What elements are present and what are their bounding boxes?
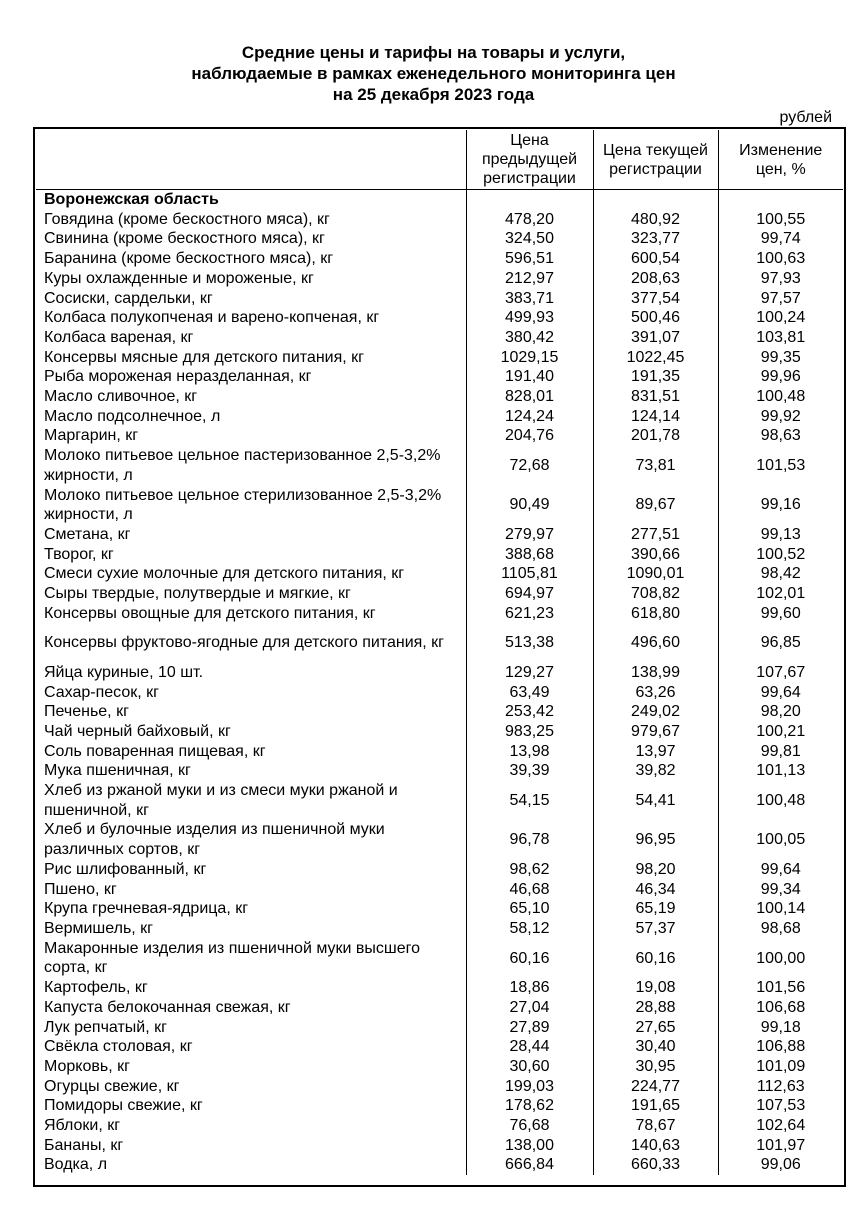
product-name: Консервы овощные для детского питания, кг xyxy=(44,604,376,622)
table-row xyxy=(36,525,843,545)
previous-price: 383,71 xyxy=(466,289,593,309)
price-change: 99,60 xyxy=(718,604,843,624)
price-change: 100,14 xyxy=(718,899,843,919)
table-row xyxy=(36,1077,843,1097)
price-table xyxy=(36,130,843,1175)
product-name: Смеси сухие молочные для детского питания, кг xyxy=(44,565,405,583)
table-row xyxy=(36,1018,843,1038)
previous-price: 60,16 xyxy=(466,939,593,978)
table-row xyxy=(36,781,843,820)
previous-price: 18,86 xyxy=(466,978,593,998)
table-row xyxy=(36,564,843,584)
product-name: Колбаса вареная, кг xyxy=(44,328,194,346)
product-name: Молоко питьевое цельное стерилизованное 2,5-3,2% жирности, л xyxy=(44,486,442,524)
price-change: 100,48 xyxy=(718,387,843,407)
product-name: Баранина (кроме бескостного мяса), кг xyxy=(44,250,334,268)
current-price: 496,60 xyxy=(593,623,718,662)
price-change: 102,01 xyxy=(718,584,843,604)
table-row xyxy=(36,584,843,604)
title-line-3: на 25 декабря 2023 года xyxy=(332,85,535,104)
current-price: 660,33 xyxy=(593,1155,718,1175)
current-price: 224,77 xyxy=(593,1077,718,1097)
header-name xyxy=(36,130,466,190)
table-row xyxy=(36,289,843,309)
product-name: Свинина (кроме бескостного мяса), кг xyxy=(44,230,325,248)
price-change: 99,13 xyxy=(718,525,843,545)
previous-price: 499,93 xyxy=(466,308,593,328)
price-change: 101,09 xyxy=(718,1057,843,1077)
table-row xyxy=(36,446,843,485)
current-price: 63,26 xyxy=(593,683,718,703)
price-change: 99,18 xyxy=(718,1018,843,1038)
product-name: Сосиски, сардельки, кг xyxy=(44,289,213,307)
current-price: 65,19 xyxy=(593,899,718,919)
product-name: Яйца куриные, 10 шт. xyxy=(44,663,204,681)
current-price: 979,67 xyxy=(593,722,718,742)
price-change: 99,16 xyxy=(718,486,843,525)
price-change: 100,63 xyxy=(718,249,843,269)
previous-price: 212,97 xyxy=(466,269,593,289)
previous-price: 478,20 xyxy=(466,210,593,230)
price-change: 101,13 xyxy=(718,761,843,781)
current-price: 89,67 xyxy=(593,486,718,525)
table-row xyxy=(36,328,843,348)
previous-price: 54,15 xyxy=(466,781,593,820)
price-change: 98,63 xyxy=(718,426,843,446)
current-price: 390,66 xyxy=(593,545,718,565)
current-price: 323,77 xyxy=(593,229,718,249)
previous-price: 138,00 xyxy=(466,1136,593,1156)
table-row xyxy=(36,1116,843,1136)
price-change: 100,21 xyxy=(718,722,843,742)
product-name: Свёкла столовая, кг xyxy=(44,1038,193,1056)
previous-price: 191,40 xyxy=(466,367,593,387)
current-price: 208,63 xyxy=(593,269,718,289)
previous-price: 65,10 xyxy=(466,899,593,919)
current-price: 13,97 xyxy=(593,742,718,762)
current-price: 28,88 xyxy=(593,998,718,1018)
previous-price: 63,49 xyxy=(466,683,593,703)
current-price: 19,08 xyxy=(593,978,718,998)
product-name: Соль поваренная пищевая, кг xyxy=(44,742,266,760)
table-header-row xyxy=(36,130,843,190)
previous-price: 27,89 xyxy=(466,1018,593,1038)
table-row xyxy=(36,210,843,230)
previous-price: 324,50 xyxy=(466,229,593,249)
current-price: 191,65 xyxy=(593,1096,718,1116)
product-name: Рис шлифованный, кг xyxy=(44,860,207,878)
table-row xyxy=(36,683,843,703)
previous-price: 96,78 xyxy=(466,820,593,859)
product-name: Пшено, кг xyxy=(44,880,117,898)
current-price: 140,63 xyxy=(593,1136,718,1156)
price-change: 97,57 xyxy=(718,289,843,309)
current-price: 600,54 xyxy=(593,249,718,269)
previous-price: 124,24 xyxy=(466,407,593,427)
product-name: Печенье, кг xyxy=(44,703,129,721)
table-row xyxy=(36,1037,843,1057)
current-price: 60,16 xyxy=(593,939,718,978)
current-price: 73,81 xyxy=(593,446,718,485)
price-change: 103,81 xyxy=(718,328,843,348)
product-name: Сметана, кг xyxy=(44,525,131,543)
price-change: 106,88 xyxy=(718,1037,843,1057)
price-change: 96,85 xyxy=(718,623,843,662)
price-change: 99,81 xyxy=(718,742,843,762)
price-change: 98,20 xyxy=(718,702,843,722)
price-change: 100,52 xyxy=(718,545,843,565)
previous-price: 58,12 xyxy=(466,919,593,939)
previous-price: 129,27 xyxy=(466,663,593,683)
table-row xyxy=(36,978,843,998)
product-name: Консервы фруктово-ягодные для детского питания, кг xyxy=(44,634,445,652)
current-price: 377,54 xyxy=(593,289,718,309)
table-row xyxy=(36,899,843,919)
price-change: 99,96 xyxy=(718,367,843,387)
previous-price: 388,68 xyxy=(466,545,593,565)
product-name: Сыры твердые, полутвердые и мягкие, кг xyxy=(44,585,351,603)
current-price: 391,07 xyxy=(593,328,718,348)
price-change: 98,68 xyxy=(718,919,843,939)
previous-price: 39,39 xyxy=(466,761,593,781)
current-price: 96,95 xyxy=(593,820,718,859)
product-name: Куры охлажденные и мороженые, кг xyxy=(44,269,314,287)
header-price-change: Изменение цен, % xyxy=(718,130,843,190)
price-change: 102,64 xyxy=(718,1116,843,1136)
current-price: 277,51 xyxy=(593,525,718,545)
title-line-2: наблюдаемые в рамках еженедельного мониторинга цен xyxy=(191,64,676,83)
table-row xyxy=(36,308,843,328)
previous-price: 178,62 xyxy=(466,1096,593,1116)
table-row xyxy=(36,742,843,762)
product-name: Мука пшеничная, кг xyxy=(44,762,191,780)
current-price: 500,46 xyxy=(593,308,718,328)
current-price: 480,92 xyxy=(593,210,718,230)
current-price: 708,82 xyxy=(593,584,718,604)
price-change: 106,68 xyxy=(718,998,843,1018)
product-name: Крупа гречневая-ядрица, кг xyxy=(44,900,249,918)
header-current-price: Цена текущей регистрации xyxy=(593,130,718,190)
current-price: 618,80 xyxy=(593,604,718,624)
header-previous-price: Цена предыдущей регистрации xyxy=(466,130,593,190)
product-name: Творог, кг xyxy=(44,545,114,563)
table-row xyxy=(36,722,843,742)
current-price: 30,40 xyxy=(593,1037,718,1057)
current-price: 27,65 xyxy=(593,1018,718,1038)
table-row xyxy=(36,1096,843,1116)
table-row xyxy=(36,663,843,683)
previous-price: 72,68 xyxy=(466,446,593,485)
previous-price: 694,97 xyxy=(466,584,593,604)
previous-price: 28,44 xyxy=(466,1037,593,1057)
current-price: 30,95 xyxy=(593,1057,718,1077)
product-name: Сахар-песок, кг xyxy=(44,683,159,701)
previous-price: 596,51 xyxy=(466,249,593,269)
previous-price: 98,62 xyxy=(466,860,593,880)
price-change: 99,92 xyxy=(718,407,843,427)
price-change: 107,53 xyxy=(718,1096,843,1116)
table-row xyxy=(36,623,843,662)
product-name: Масло подсолнечное, л xyxy=(44,407,221,425)
price-change: 99,34 xyxy=(718,880,843,900)
current-price: 191,35 xyxy=(593,367,718,387)
product-name: Морковь, кг xyxy=(44,1057,130,1075)
table-row xyxy=(36,880,843,900)
price-change: 107,67 xyxy=(718,663,843,683)
table-row xyxy=(36,426,843,446)
table-row xyxy=(36,702,843,722)
table-row xyxy=(36,486,843,525)
current-price: 831,51 xyxy=(593,387,718,407)
previous-price: 279,97 xyxy=(466,525,593,545)
previous-price: 828,01 xyxy=(466,387,593,407)
table-row xyxy=(36,1136,843,1156)
product-name: Чай черный байховый, кг xyxy=(44,722,231,740)
previous-price: 253,42 xyxy=(466,702,593,722)
previous-price: 30,60 xyxy=(466,1057,593,1077)
price-change: 100,24 xyxy=(718,308,843,328)
product-name: Капуста белокочанная свежая, кг xyxy=(44,998,291,1016)
price-change: 112,63 xyxy=(718,1077,843,1097)
table-row xyxy=(36,387,843,407)
current-price: 201,78 xyxy=(593,426,718,446)
previous-price: 666,84 xyxy=(466,1155,593,1175)
product-name: Молоко питьевое цельное пастеризованное 2,5-3,2% жирности, л xyxy=(44,447,441,484)
product-name: Вермишель, кг xyxy=(44,920,154,937)
previous-price: 27,04 xyxy=(466,998,593,1018)
price-change: 97,93 xyxy=(718,269,843,289)
price-change: 100,00 xyxy=(718,939,843,978)
previous-price: 46,68 xyxy=(466,880,593,900)
price-change: 99,64 xyxy=(718,860,843,880)
product-name: Бананы, кг xyxy=(44,1136,124,1154)
product-name: Колбаса полукопченая и варено-копченая, кг xyxy=(44,309,380,327)
previous-price: 1029,15 xyxy=(466,348,593,368)
previous-price: 513,38 xyxy=(466,623,593,662)
table-row xyxy=(36,1155,843,1175)
previous-price: 1105,81 xyxy=(466,564,593,584)
price-change: 99,74 xyxy=(718,229,843,249)
document-title xyxy=(0,42,867,105)
price-change: 101,56 xyxy=(718,978,843,998)
product-name: Хлеб и булочные изделия из пшеничной муки различных сортов, кг xyxy=(44,821,385,859)
price-change: 100,48 xyxy=(718,781,843,820)
product-name: Яблоки, кг xyxy=(44,1117,121,1135)
table-row xyxy=(36,761,843,781)
previous-price: 380,42 xyxy=(466,328,593,348)
current-price: 249,02 xyxy=(593,702,718,722)
previous-price: 204,76 xyxy=(466,426,593,446)
product-name: Масло сливочное, кг xyxy=(44,388,198,406)
table-row xyxy=(36,269,843,289)
current-price: 39,82 xyxy=(593,761,718,781)
product-name: Водка, л xyxy=(44,1156,108,1174)
current-price: 98,20 xyxy=(593,860,718,880)
price-change: 98,42 xyxy=(718,564,843,584)
table-row xyxy=(36,998,843,1018)
price-change: 99,06 xyxy=(718,1155,843,1175)
region-row xyxy=(36,190,843,210)
current-price: 78,67 xyxy=(593,1116,718,1136)
product-name: Макаронные изделия из пшеничной муки высшего сорта, кг xyxy=(44,939,420,977)
product-name: Огурцы свежие, кг xyxy=(44,1077,180,1095)
table-row xyxy=(36,367,843,387)
table-row xyxy=(36,604,843,624)
current-price: 57,37 xyxy=(593,919,718,939)
table-row xyxy=(36,1057,843,1077)
previous-price: 76,68 xyxy=(466,1116,593,1136)
price-change: 99,35 xyxy=(718,348,843,368)
table-row xyxy=(36,939,843,978)
current-price: 54,41 xyxy=(593,781,718,820)
previous-price: 199,03 xyxy=(466,1077,593,1097)
previous-price: 621,23 xyxy=(466,604,593,624)
product-name: Картофель, кг xyxy=(44,979,148,997)
current-price: 1022,45 xyxy=(593,348,718,368)
product-name: Хлеб из ржаной муки и из смеси муки ржаной и пшеничной, кг xyxy=(44,782,398,819)
product-name: Помидоры свежие, кг xyxy=(44,1097,203,1115)
product-name: Говядина (кроме бескостного мяса), кг xyxy=(44,210,330,228)
table-row xyxy=(36,348,843,368)
price-change: 101,97 xyxy=(718,1136,843,1156)
title-line-1: Средние цены и тарифы на товары и услуги, xyxy=(241,43,626,62)
price-change: 99,64 xyxy=(718,683,843,703)
price-change: 100,55 xyxy=(718,210,843,230)
table-row xyxy=(36,249,843,269)
price-change: 100,05 xyxy=(718,820,843,859)
region-name: Воронежская область xyxy=(44,191,219,208)
previous-price: 13,98 xyxy=(466,742,593,762)
table-row xyxy=(36,919,843,939)
previous-price: 983,25 xyxy=(466,722,593,742)
current-price: 46,34 xyxy=(593,880,718,900)
previous-price: 90,49 xyxy=(466,486,593,525)
table-row xyxy=(36,407,843,427)
current-price: 138,99 xyxy=(593,663,718,683)
product-name: Маргарин, кг xyxy=(44,427,139,445)
table-row xyxy=(36,545,843,565)
current-price: 124,14 xyxy=(593,407,718,427)
product-name: Рыба мороженая неразделанная, кг xyxy=(44,368,312,386)
table-row xyxy=(36,820,843,859)
product-name: Лук репчатый, кг xyxy=(44,1018,167,1036)
product-name: Консервы мясные для детского питания, кг xyxy=(44,348,364,366)
price-change: 101,53 xyxy=(718,446,843,485)
current-price: 1090,01 xyxy=(593,564,718,584)
table-row xyxy=(36,229,843,249)
currency-unit: рублей xyxy=(779,109,832,126)
table-row xyxy=(36,860,843,880)
